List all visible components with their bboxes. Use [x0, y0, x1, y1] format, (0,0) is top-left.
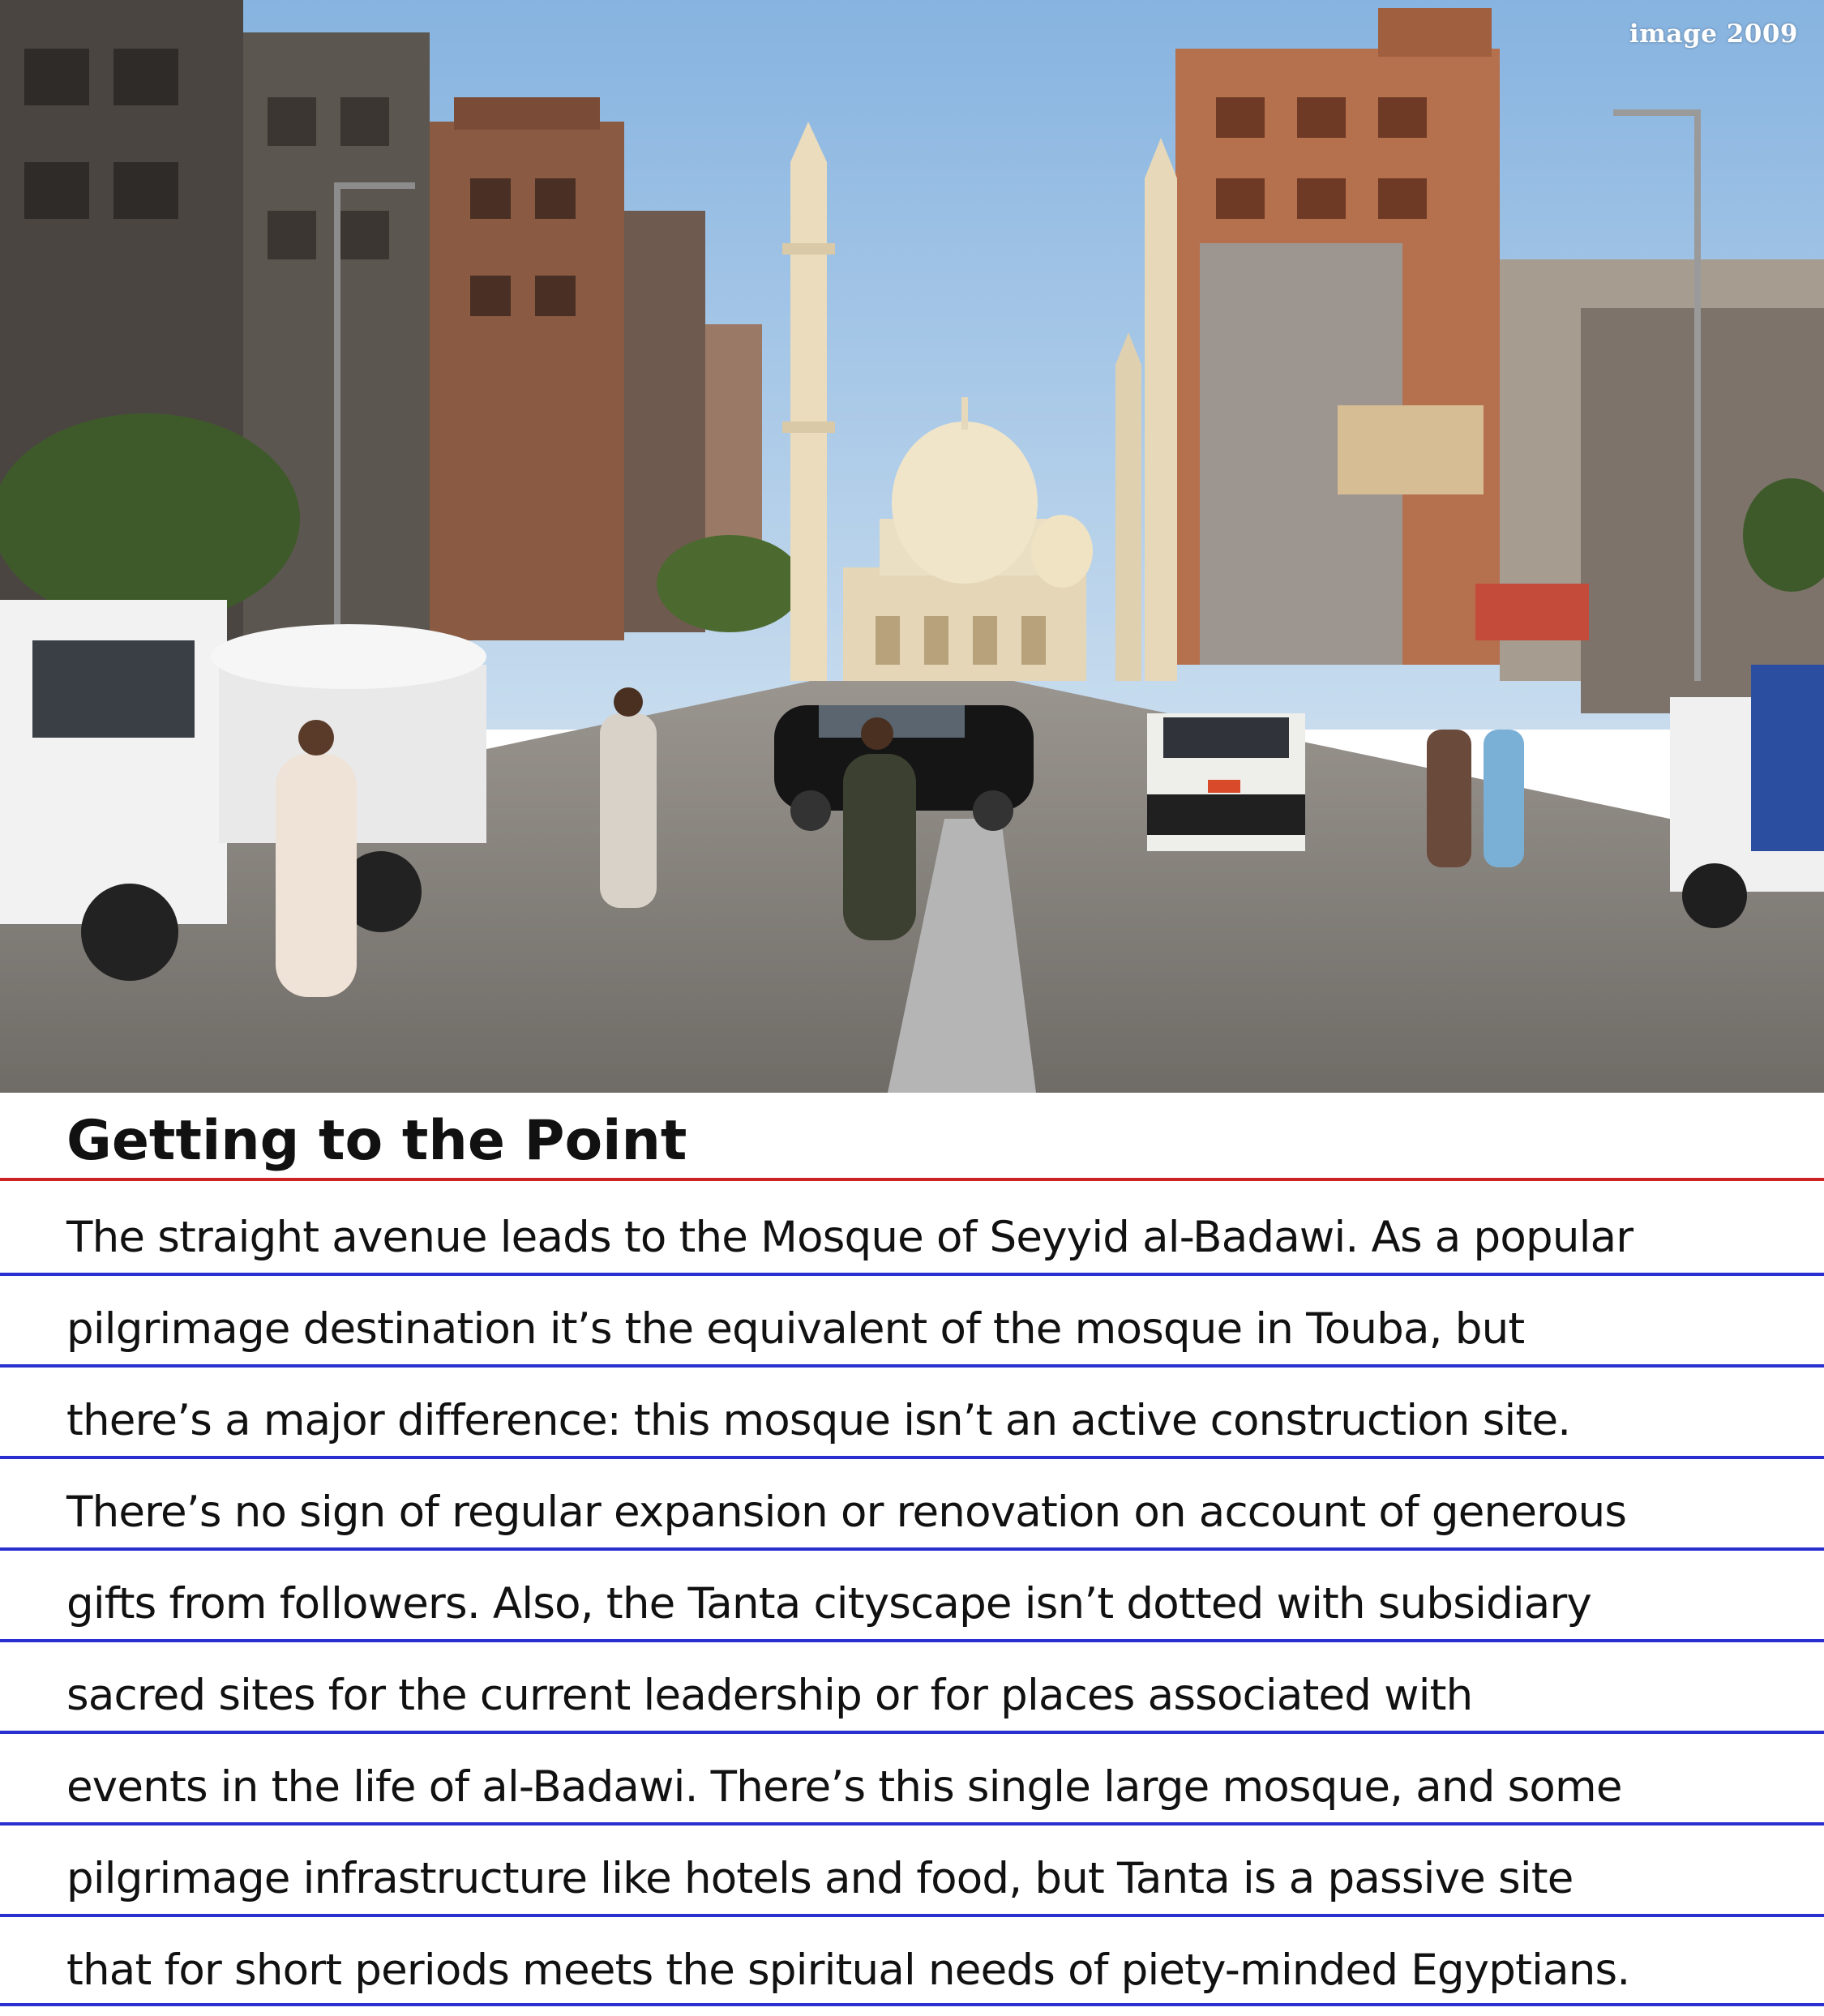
body-line: pilgrimage destination it’s the equivalent of the mosque in Touba, but — [66, 1304, 1525, 1354]
photo-caption: image 2009 — [1629, 19, 1798, 49]
body-line: The straight avenue leads to the Mosque of Seyyid al-Badawi. As a popular — [66, 1213, 1633, 1262]
body-line: gifts from followers. Also, the Tanta cityscape isn’t dotted with subsidiary — [66, 1579, 1591, 1629]
tree-mid-left — [657, 535, 803, 632]
white-pickup — [1670, 665, 1824, 928]
body-line: pilgrimage infrastructure like hotels and food, but Tanta is a passive site — [66, 1854, 1574, 1903]
body-line: events in the life of al-Badawi. There’s this single large mosque, and some — [66, 1762, 1622, 1812]
article-heading: Getting to the Point — [66, 1109, 687, 1173]
body-line: sacred sites for the current leadership or for places associated with — [66, 1671, 1473, 1720]
taxi-car — [1147, 713, 1305, 851]
body-line: There’s no sign of regular expansion or renovation on account of generous — [66, 1487, 1627, 1537]
tree-left — [0, 413, 300, 624]
article-body — [66, 1192, 1809, 2016]
heading-rule — [0, 1178, 1824, 1181]
body-line: that for short periods meets the spiritual needs of piety-minded Egyptians. — [66, 1945, 1630, 1995]
body-line: there’s a major difference: this mosque isn’t an active construction site. — [66, 1396, 1571, 1445]
